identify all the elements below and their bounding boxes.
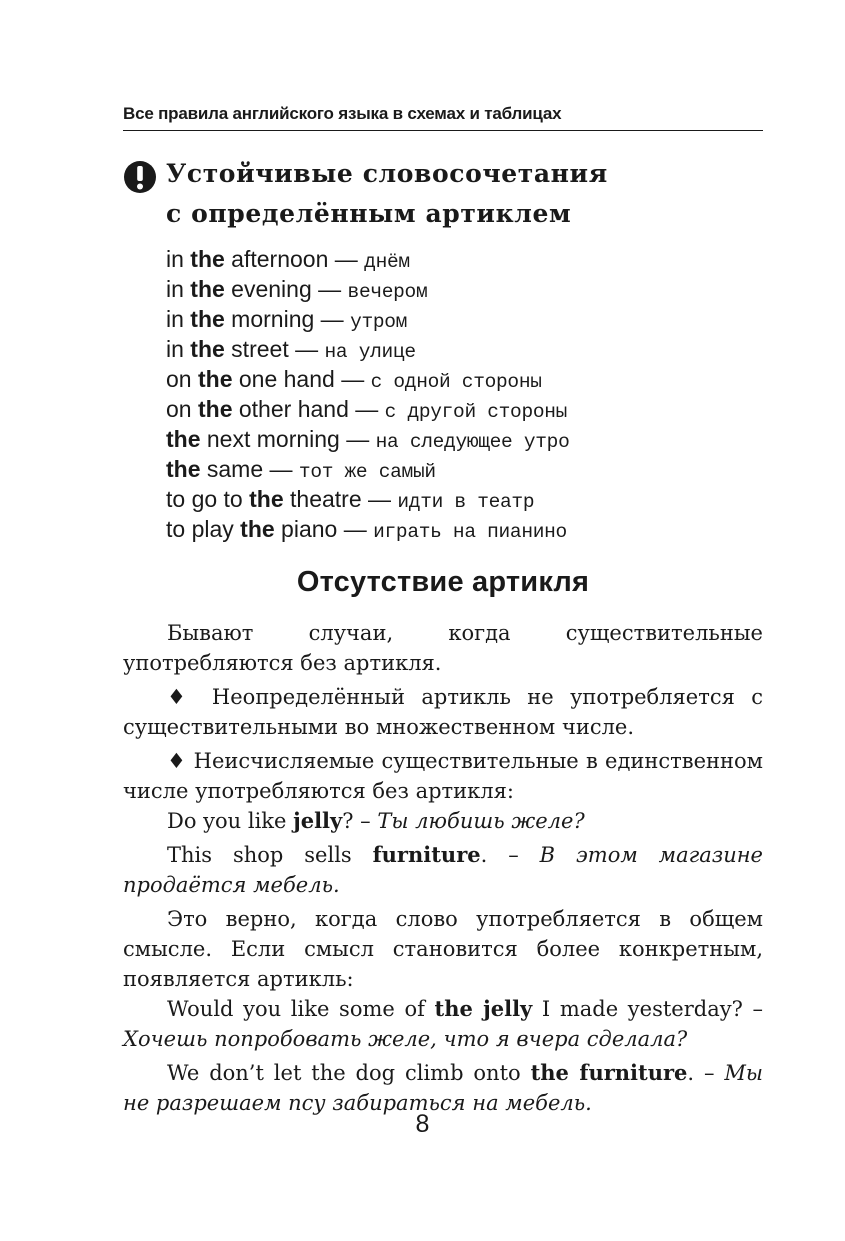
phrase-item: in the morning — утром <box>166 306 408 333</box>
header-divider <box>123 130 763 131</box>
phrase-list <box>166 244 746 544</box>
phrase-item: in the evening — вечером <box>166 276 428 303</box>
section-title <box>166 154 726 234</box>
paragraph: Это верно, когда слово употребляется в общем смысле. Если смысл становится более конкретным, появляется артикль: <box>123 907 763 991</box>
exclamation-circle-icon <box>123 160 157 194</box>
bullet-paragraph: ♦ Неопределённый артикль не употребляется с существительными во множественном числе. <box>123 685 763 739</box>
phrase-item: in the street — на улице <box>166 336 416 363</box>
page-number: 8 <box>415 1110 430 1138</box>
section-title-line-1: Устойчивые словосочетания <box>166 159 608 188</box>
phrase-item: the same — тот же самый <box>166 456 436 483</box>
section-heading-absence: Отсутствие артикля <box>296 566 590 598</box>
example-sentence: We don’t let the dog climb onto the furniture. – Мы не разрешаем псу забираться на мебель. <box>123 1060 763 1115</box>
phrase-item: to play the piano — играть на пианино <box>166 516 567 543</box>
phrase-item: in the afternoon — днём <box>166 246 410 273</box>
bullet-paragraph: ♦ Неисчисляемые существительные в единственном числе употребляются без артикля: <box>123 749 763 803</box>
section-title-line-2: с определённым артиклем <box>166 199 572 228</box>
running-header: Все правила английского языка в схемах и таблицах <box>123 104 562 123</box>
paragraph: Бывают случаи, когда существительные употребляются без артикля. <box>123 621 763 675</box>
example-sentence: Do you like jelly? – Ты любишь желе? <box>167 808 585 833</box>
phrase-item: to go to the theatre — идти в театр <box>166 486 535 513</box>
example-sentence: This shop sells furniture. – В этом магазине продаётся мебель. <box>123 842 763 897</box>
phrase-item: the next morning — на следующее утро <box>166 426 570 453</box>
phrase-item: on the other hand — с другой стороны <box>166 396 568 423</box>
body-text <box>123 618 763 1118</box>
example-sentence: Would you like some of the jelly I made yesterday? – Хочешь попробовать желе, что я вчера сделала? <box>123 996 763 1051</box>
phrase-item: on the one hand — с одной стороны <box>166 366 542 393</box>
